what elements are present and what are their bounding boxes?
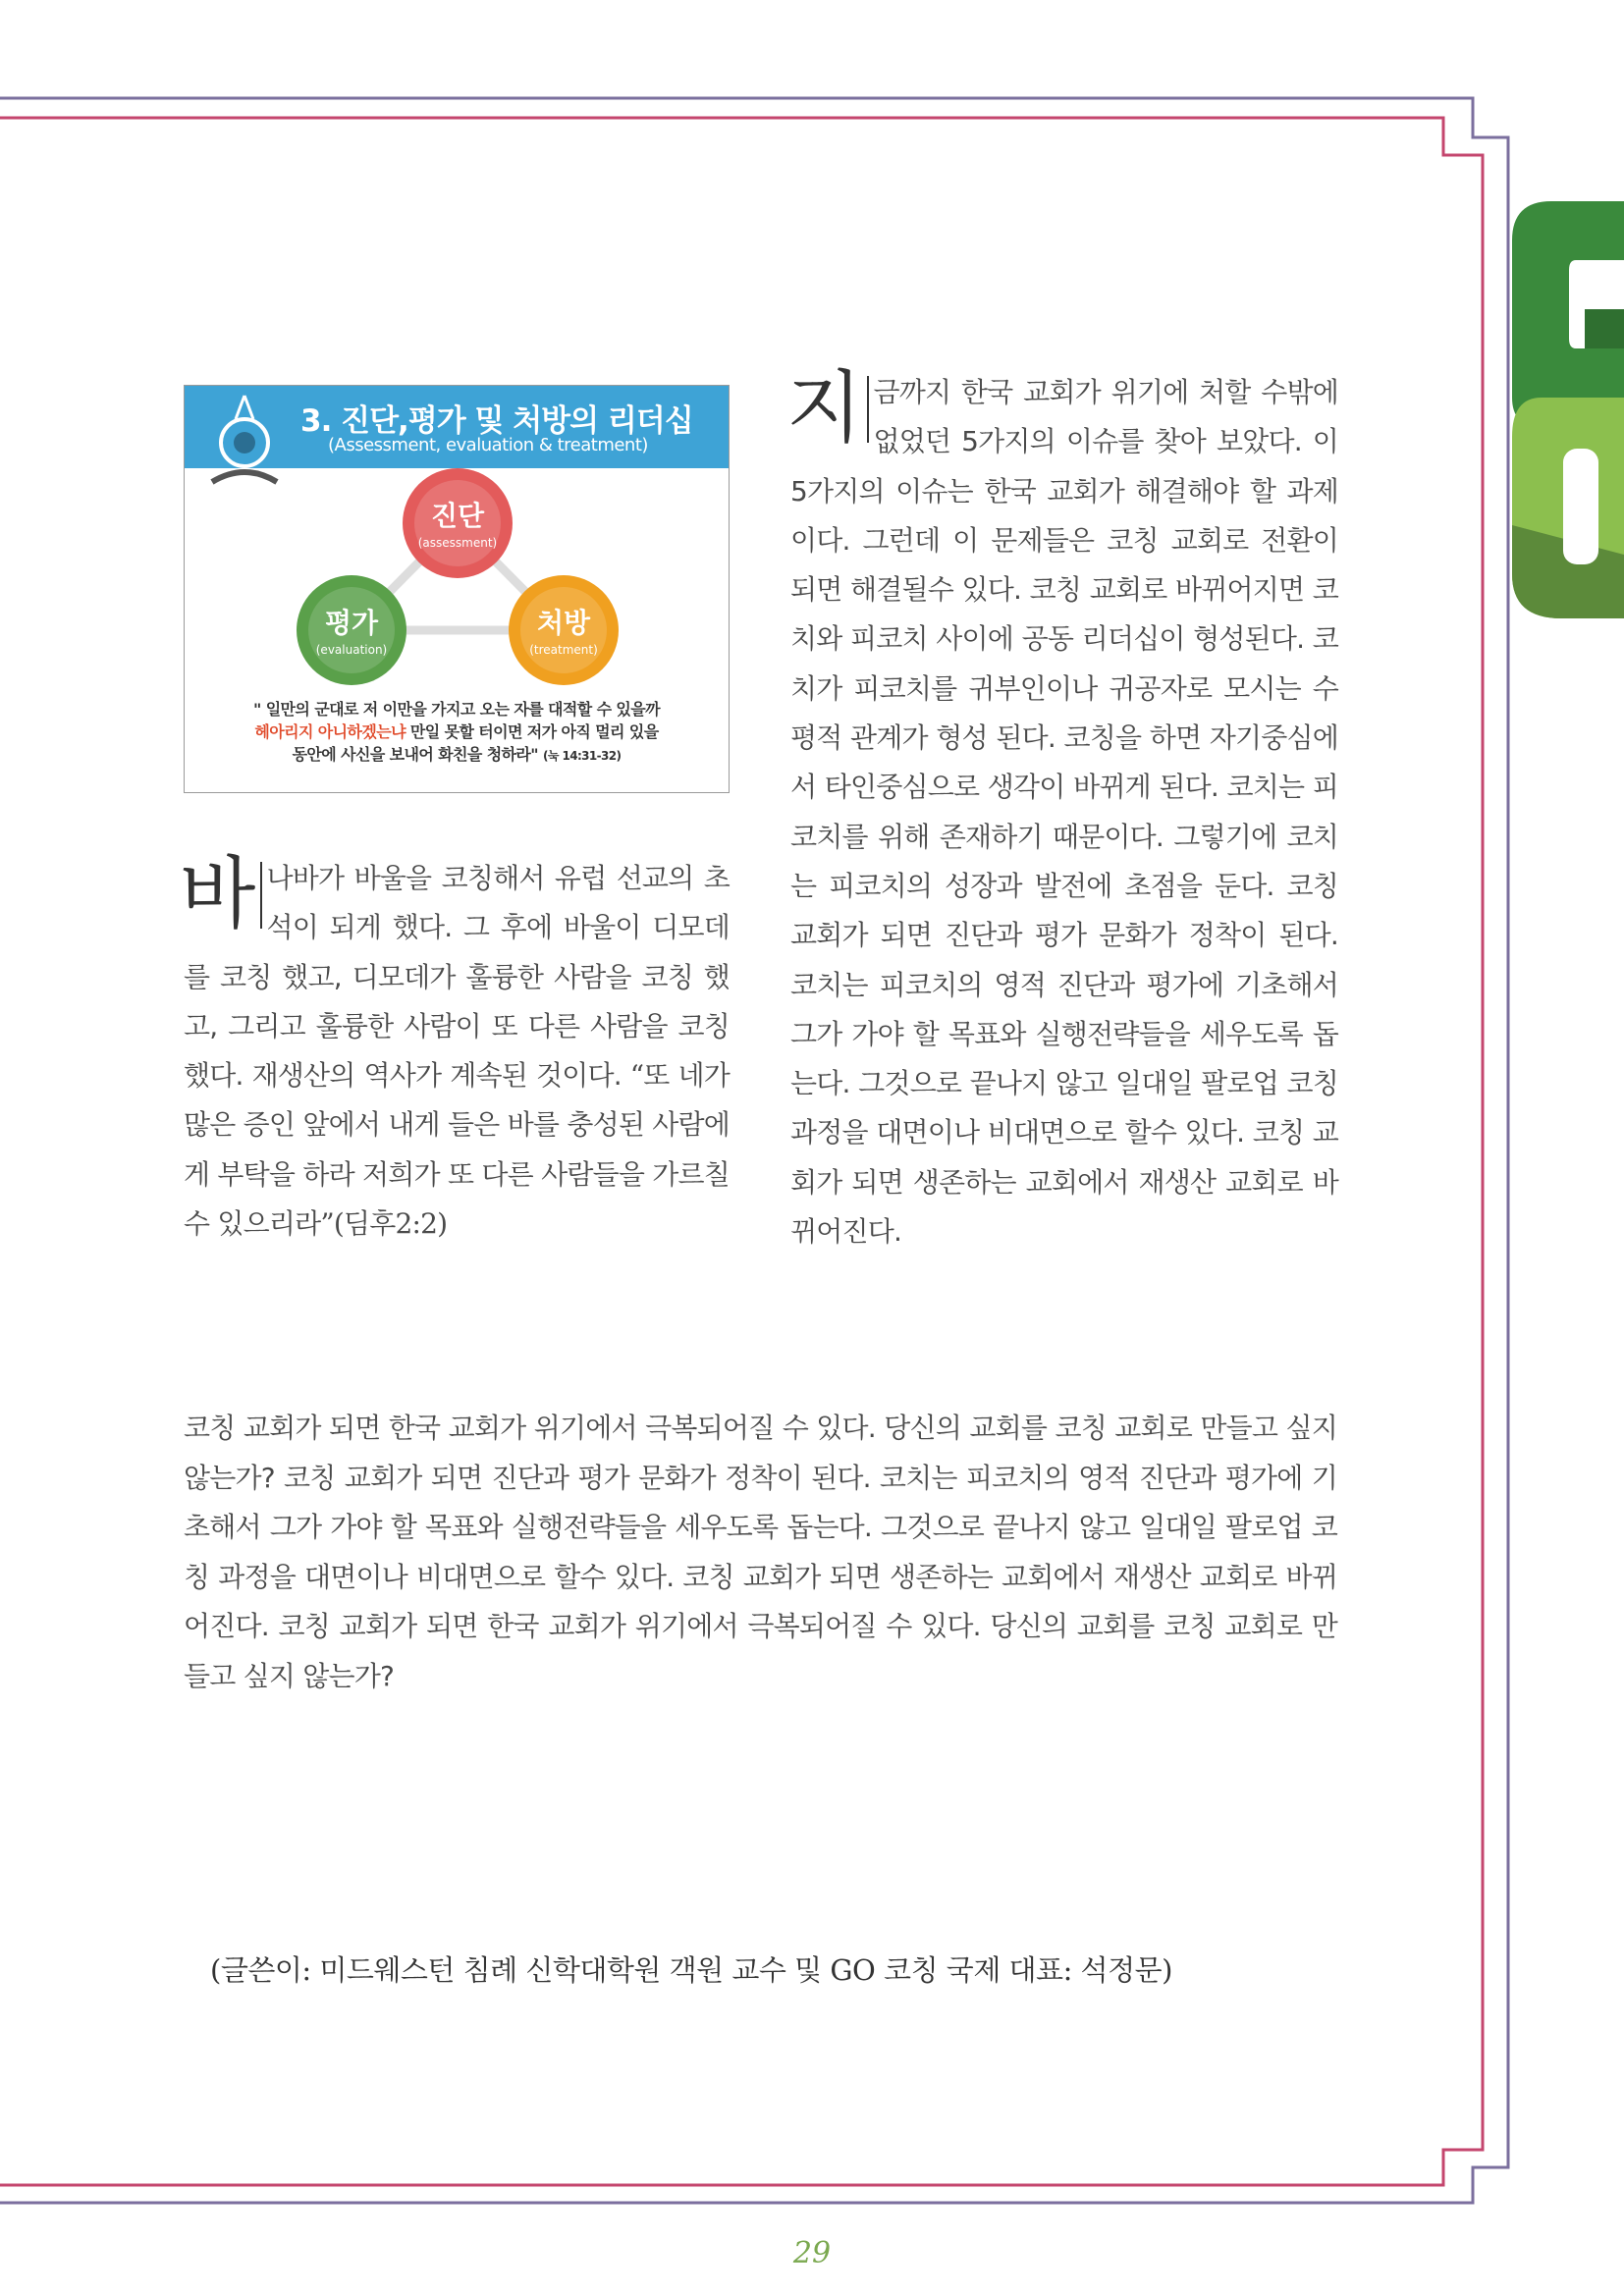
left-column-text: 나바가 바울을 코칭해서 유럽 선교의 초석이 되게 했다. 그 후에 바울이 디모데를 코칭 했고, 디모데가 훌륭한 사람을 코칭 했고, 그리고 훌륭한 사람이 또 다른 사람을 코칭 했다. 재생산의 역사가 계속된 것이다.: [184, 862, 730, 1093]
circle-treatment-label: 처방: [536, 607, 591, 639]
quote-reference: (눅 14:31-32): [543, 749, 622, 763]
scripture-quote: “또 네가 많은 증인 앞에서 내게 들은 바를 충성된 사람에게 부탁을 하라 저희가 또 다른 사람들을 가르칠 수 있으리라”(딤후2:2): [184, 1059, 730, 1241]
circle-evaluation-sub: (evaluation): [315, 643, 388, 657]
leadership-infographic: [184, 385, 730, 793]
go-logo: [1502, 201, 1624, 618]
left-column-paragraph: [180, 848, 730, 1249]
infographic-header: [185, 386, 729, 468]
right-column-text: 금까지 한국 교회가 위기에 처할 수밖에 없었던 5가지의 이슈를 찾아 보았다. 이 5가지의 이슈는 한국 교회가 해결해야 할 과제이다. 그런데 이 문제들은 코칭 교회로 전환이 되면 해결될수 있다. 코칭 교회로 바뀌어지면 코치와 피코치 사이에 공동 리더십이 형성된다. 코치가 피코치를 귀부인이나 귀공자로 모시는 수평적 관계가 형성 된다. 코칭을 하면 자기중심에서 타인중심으로 생각이 바뀌게 된다. 코치는 피코치를 위해 존재하기 때문이다. 그렇기에 코치는 피코치의 성장과 발전에 초점을 둔다. 코칭 교회가 되면 진단과 평가 문화가 정착이 된다. 코치는 피코치의 영적 진단과 평가에 기초해서 그가 가야 할 목표와 실행전략들을 세우도록 돕는다. 그것으로 끝나지 않고 일대일 팔로업 코칭 과정을 대면이나 비대면으로 할수 있다. 코칭 교회가 되면 생존하는 교회에서 재생산 교회로 바뀌어진다.: [790, 376, 1338, 1249]
dropcap: 지: [786, 362, 862, 454]
circle-assessment: [403, 468, 513, 578]
circle-assessment-label: 진단: [430, 500, 485, 532]
diagnosis-cycle-diagram: [185, 468, 730, 698]
quote-line-2-rest: 만일 못할 터이면 저가 아직 멀리 있을: [405, 722, 659, 741]
quote-line-3-text: 동안에 사신을 보내어 화친을 청하라": [292, 745, 539, 764]
right-column-paragraph: [786, 362, 1338, 1256]
infographic-subtitle: (Assessment, evaluation & treatment): [328, 435, 648, 455]
circle-treatment: [509, 575, 619, 685]
quote-line-3: [185, 743, 729, 768]
dropcap: 바: [180, 848, 255, 939]
logo-letter-g: [1512, 201, 1624, 427]
author-byline: (글쓴이: 미드웨스턴 침례 신학대학원 객원 교수 및 GO 코칭 국제 대표: 석정문): [210, 1953, 1172, 1987]
quote-line-1: " 일만의 군대로 저 이만을 가지고 오는 자를 대적할 수 있을까: [253, 700, 660, 719]
infographic-title: 3. 진단,평가 및 처방의 리더십: [300, 403, 693, 439]
circle-evaluation-label: 평가: [324, 607, 379, 639]
page-number: 29: [792, 2236, 832, 2270]
circle-assessment-sub: (assessment): [417, 536, 498, 550]
quote-line-2: [185, 721, 729, 743]
circle-evaluation: [297, 575, 406, 685]
infographic-quote: [185, 698, 729, 768]
closing-paragraph: 코칭 교회가 되면 한국 교회가 위기에서 극복되어질 수 있다. 당신의 교회를 코칭 교회로 만들고 싶지 않는가? 코칭 교회가 되면 진단과 평가 문화가 정착이 된다. 코치는 피코치의 영적 진단과 평가에 기초해서 그가 가야 할 목표와 실행전략들을 세우도록 돕는다. 그것으로 끝나지 않고 일대일 팔로업 코칭 과정을 대면이나 비대면으로 할수 있다. 코칭 교회가 되면 생존하는 교회에서 재생산 교회로 바뀌어진다. 코칭 교회가 되면 한국 교회가 위기에서 극복되어질 수 있다. 당신의 교회를 코칭 교회로 만들고 싶지 않는가?: [184, 1412, 1337, 1692]
quote-highlight: 헤아리지 아니하겠는냐: [254, 722, 406, 741]
circle-treatment-sub: (treatment): [529, 643, 598, 657]
logo-letter-o: [1512, 398, 1624, 618]
